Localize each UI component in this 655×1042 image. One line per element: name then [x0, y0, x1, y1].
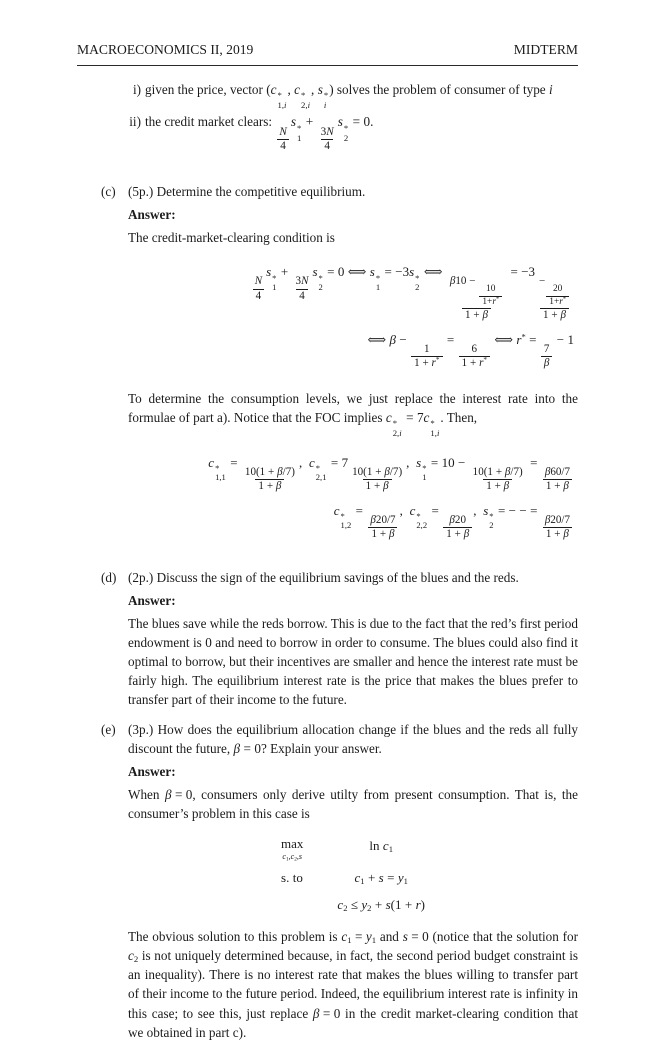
answer-label: Answer: — [128, 207, 176, 223]
list-item — [77, 112, 578, 154]
question-text: (3p.) How does the equilibrium allocation change if the blues and the reds all fully discount the future, β = 0? Explain your answer. — [128, 721, 578, 756]
equilibrium-conditions-list — [77, 80, 578, 154]
question-text: (5p.) Determine the competitive equilibrium. — [128, 184, 366, 199]
optimization-problem-wrap — [77, 837, 578, 915]
answer-paragraph: When β = 0, consumers only derive utilty from present consumption. That is, the consumer’s problem in this case is — [128, 786, 578, 822]
max-operator: max $c_1,c_2,s$ — [281, 836, 304, 863]
answer-paragraph: The blues save while the reds borrow. This is due to the fact that the red’s first period endowment is 0 and need to borrow in order to consume. The blues could also find it optimal to borrow, but their incentives are smaller and hence the interest rate must be fairly high. The equilibrium interest rate is the price that makes the blues prefer to transfer part of their income to the future. — [128, 615, 578, 708]
objective-function: $\ln c_1$ — [369, 838, 393, 855]
budget-constraint-1: $c_1 + s = y_1$ — [354, 870, 408, 887]
question-text: (2p.) Discuss the sign of the equilibrium savings of the blues and the reds. — [128, 569, 519, 585]
section-e — [77, 720, 578, 1042]
item-marker: ii) — [129, 114, 141, 130]
question-row — [77, 720, 578, 758]
section-c — [77, 182, 578, 556]
equation-line: c * 1,2 = $\frac{\beta 20/7}{1 + \beta}$ , c * 2,2 = $\frac{\beta 20}{1 + \beta}$ , s * 2 = − − = $\frac{\beta 20/7}{1 + \beta}$ — [333, 502, 570, 541]
equation-line: ⟺ β − $\frac{1}{1 + r^*}$ = $\frac{6}{1 + r^*}$ ⟺ r* = $\frac{7}{\beta}$ − 1 — [367, 330, 574, 370]
question-row — [77, 182, 578, 201]
credit-clearing-equation — [77, 247, 578, 384]
section-label: (e) — [101, 721, 116, 737]
consumption-levels-equation — [77, 438, 578, 556]
header-course-title: MACROECONOMICS II, 2019 — [77, 42, 254, 57]
budget-constraint-2: $c_2 \le y_2 + s(1 + r)$ — [337, 897, 425, 914]
question-row — [77, 568, 578, 587]
header-exam-title: MIDTERM — [513, 42, 578, 57]
list-item — [77, 80, 578, 110]
section-label: (c) — [101, 184, 116, 199]
item-text: the credit market clears: $\frac{N}{4}$ s * 1 + $\frac{3N}{4}$ s * 2 = 0. — [145, 114, 374, 153]
subject-to-label: s. to — [281, 870, 303, 886]
answer-paragraph: The credit-market-clearing condition is — [128, 230, 335, 246]
page-header — [77, 40, 578, 66]
answer-label: Answer: — [128, 763, 176, 779]
equation-line: c * 1,1 = $\frac{10(1 + \beta/7)}{1 + \beta}$ , c * 2,1 = 7 $\frac{10(1 + \beta/7)}{1 + \beta}$ , s * 1 = 10 − $\frac{10(1 + \beta/7)}{1 + \beta}$ = $\frac{\beta 60/7}{1 + \beta}$ — [208, 454, 570, 493]
section-d — [77, 568, 578, 710]
answer-paragraph: The obvious solution to this problem is $c_1 = y_1$ and s = 0 (notice that the solution for $c_2$ is not uniquely determined because, in fact, the second period budget constraint is an inequality). There is no interest rate that makes the blues willing to transfer part of their income to the future period. Indeed, the equilibrium interest rate is infinity in this case; to see this, just replace β = 0 in the credit market-clearing condition that we obtained in part c). — [128, 929, 579, 1040]
item-marker: i) — [132, 81, 141, 97]
equation-line: $\frac{N}{4}$ s * 1 + $\frac{3N}{4}$ s * 2 = 0 ⟺ s * 1 = −3s * 2 ⟺ β10 − $\frac{10}{1+r^*}$ 1 + β = −3 − $\frac{20}{1+r^*}$ 1 + β — [77, 263, 574, 322]
optimization-problem — [281, 837, 425, 915]
item-text: given the price, vector (c * 1,i , c * 2,i , s * i ) solves the problem of consumer of type i — [145, 81, 553, 110]
answer-label: Answer: — [128, 592, 176, 608]
answer-paragraph: To determine the consumption levels, we just replace the interest rate into the formulae of part a). Notice that the FOC implies c * 2,i = 7c * 1,i . Then, — [128, 390, 578, 438]
section-label: (d) — [101, 569, 117, 585]
